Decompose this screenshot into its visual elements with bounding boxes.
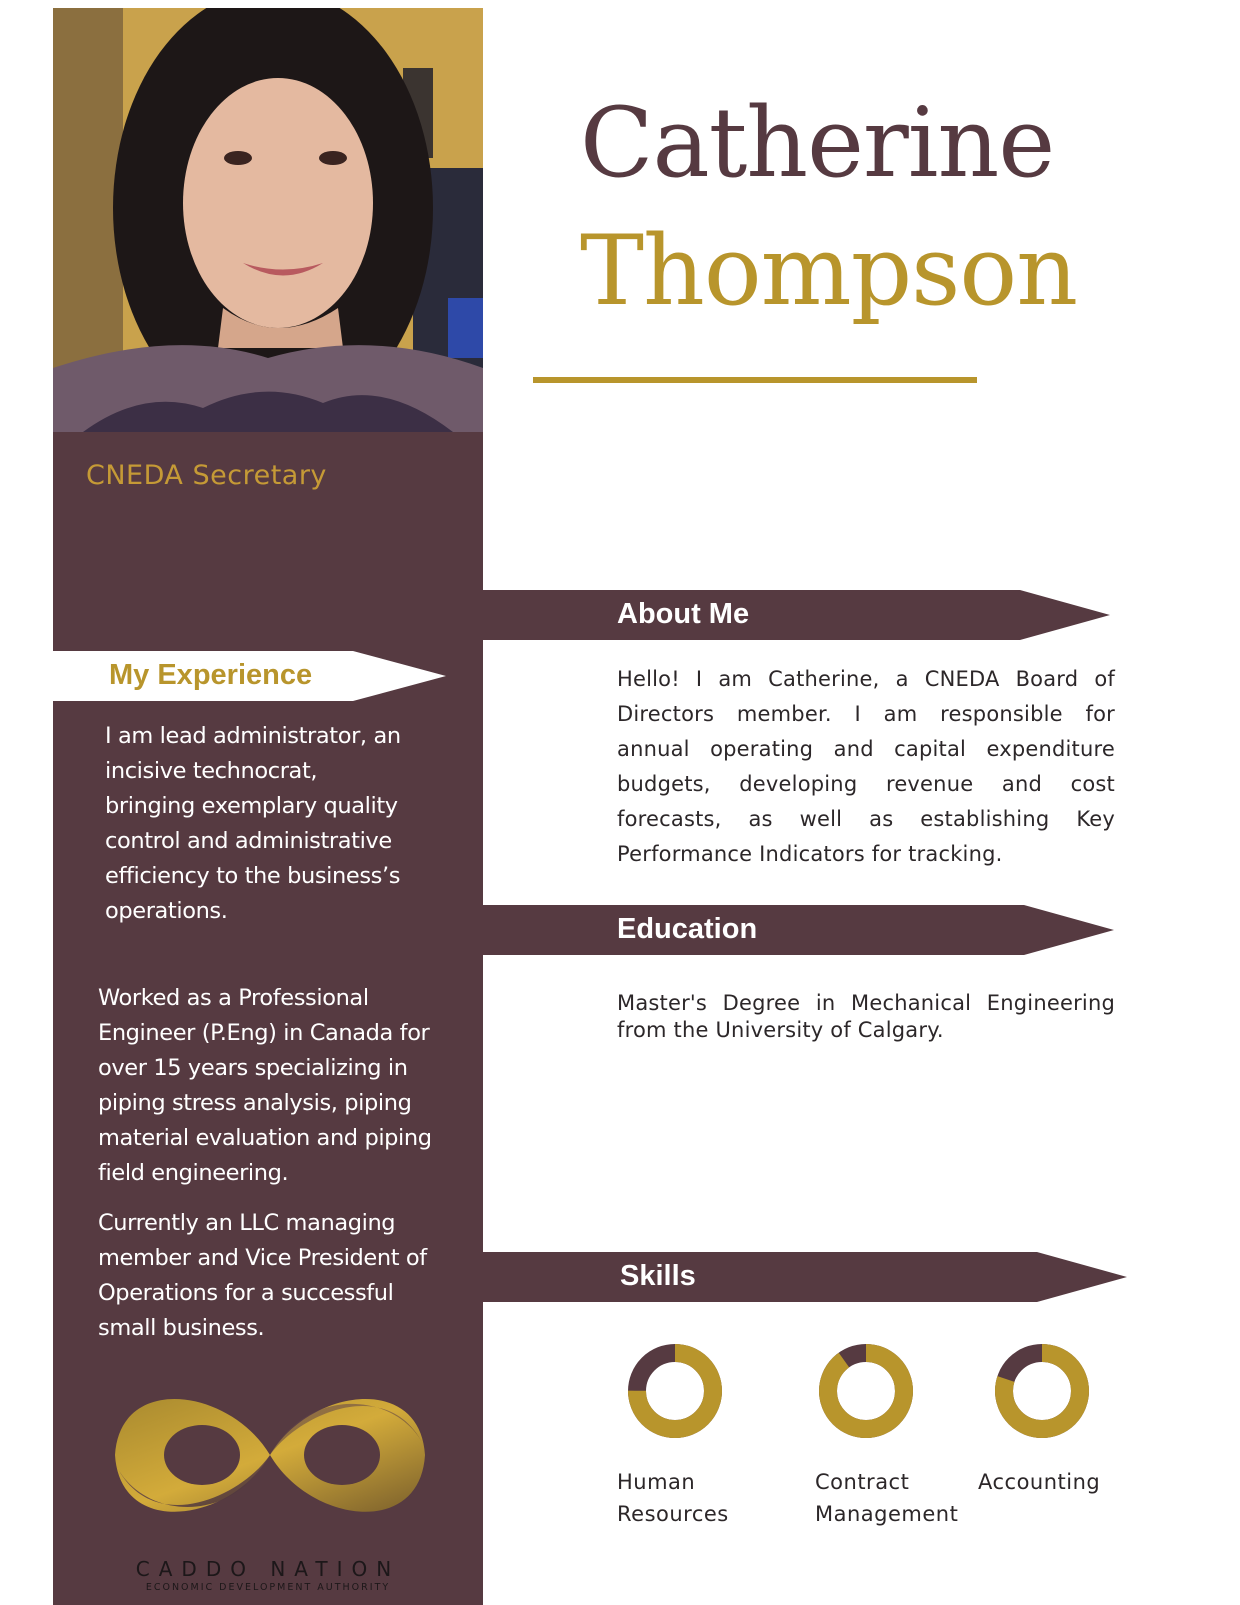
education-heading: Education [617, 913, 758, 945]
skills-heading: Skills [620, 1260, 696, 1292]
logo-subtitle: ECONOMIC DEVELOPMENT AUTHORITY [145, 1582, 391, 1593]
skill-label-line: Human [617, 1470, 696, 1494]
name-divider [533, 377, 977, 383]
about-banner-shape [483, 590, 1110, 640]
skill-ring-human-resources [627, 1343, 723, 1439]
profile-photo [53, 8, 483, 432]
skill-label-contract-management [815, 1466, 958, 1530]
experience-paragraph: Worked as a Professional Engineer (P.Eng) in Canada for over 15 years specializing in piping stress analysis, piping material evaluation and piping field engineering. [98, 985, 432, 1186]
experience-heading: My Experience [109, 659, 313, 691]
job-title: CNEDA Secretary [86, 460, 327, 491]
first-name: Catherine [580, 87, 1055, 199]
experience-paragraph: I am lead administrator, an incisive technocrat, bringing exemplary quality control and administrative efficiency to the business’s operations. [105, 723, 401, 924]
last-name: Thompson [580, 215, 1078, 327]
skill-ring-accounting [994, 1343, 1090, 1439]
skills-banner-shape [483, 1252, 1127, 1302]
experience-paragraph: Currently an LLC managing member and Vice President of Operations for a successful small business. [98, 1210, 427, 1341]
skill-label-human-resources [617, 1466, 729, 1530]
about-heading: About Me [617, 598, 750, 630]
skill-label-line: Management [815, 1502, 959, 1526]
experience-banner [53, 651, 446, 701]
skill-label-line: Contract [815, 1470, 910, 1494]
skill-label-line: Accounting [978, 1470, 1101, 1494]
logo-name: CADDO NATION [135, 1557, 401, 1581]
skill-label-line: Resources [617, 1502, 729, 1526]
education-banner-shape [483, 905, 1114, 955]
education-banner [483, 905, 1114, 955]
caddo-nation-logo-mark [110, 1368, 430, 1543]
skill-ring-contract-management [818, 1343, 914, 1439]
education-text: Master's Degree in Mechanical Engineering from the University of Calgary. [617, 991, 1115, 1042]
skill-label-accounting [978, 1466, 1100, 1498]
skills-banner [483, 1252, 1127, 1302]
about-banner [483, 590, 1110, 640]
about-text: Hello! I am Catherine, a CNEDA Board of Directors member. I am responsible for annual operating and capital expenditure budgets, developing revenue and cost forecasts, as well as establishing Key Performance Indicators for tracking. [617, 667, 1115, 866]
